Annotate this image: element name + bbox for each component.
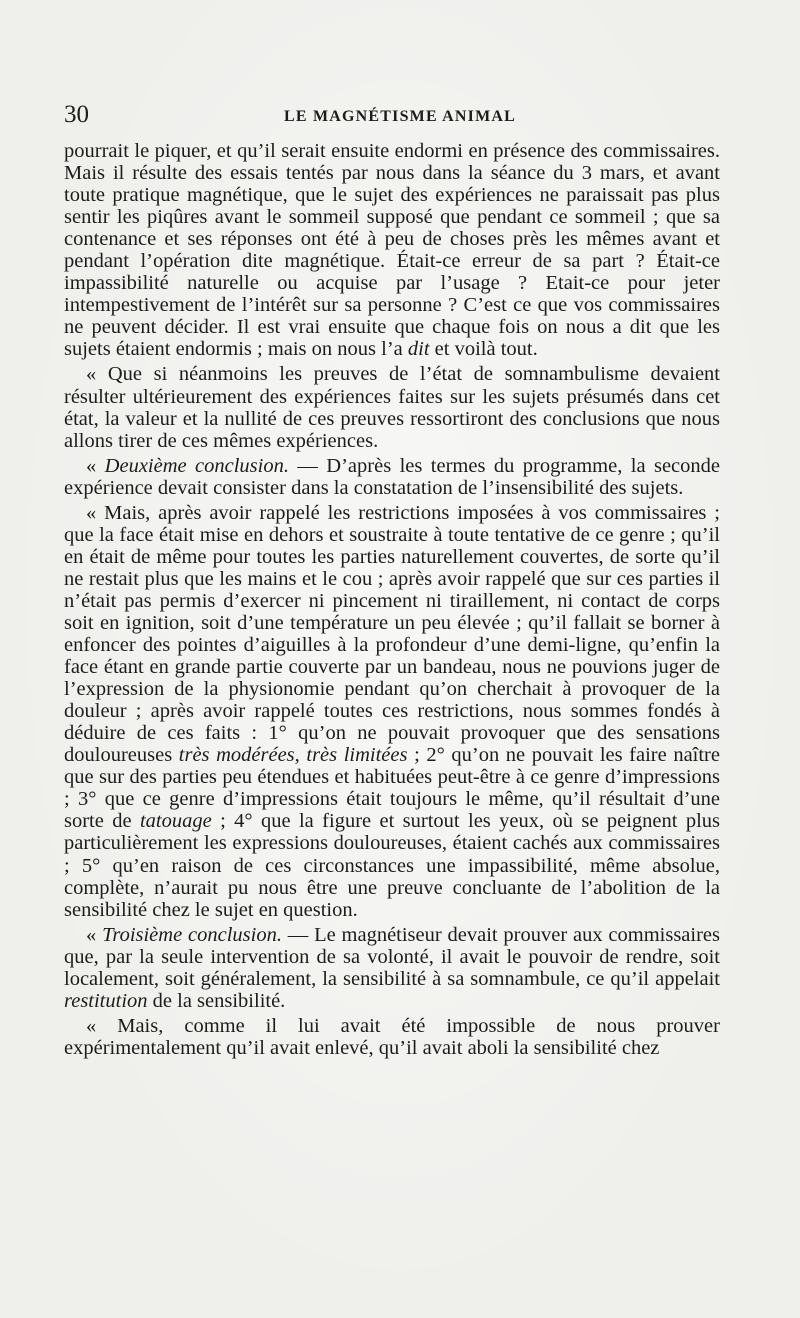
paragraph-text: « xyxy=(86,454,105,477)
italic-term: tatouage xyxy=(139,810,212,833)
paragraph-text: pourrait le piquer, et qu’il serait ensuite endormi en présence des commissaires. Mais il résulte des essais tentés par nous dans la séance du 3 mars, et avant toute pratique magnétique, que le sujet des expériences ne paraissait pas plus sentir les piqûres avant le sommeil supposé que pendant ce sommeil ; que sa contenance et ses réponses ont été à peu de choses près les mêmes avant et pendant l’opération dite magnétique. Était-ce erreur de sa part ? Était-ce impassibilité naturelle ou acquise par l’usage ? Etait-ce pour jeter intempestivement de l’intérêt sur sa personne ? C’est ce que vos commissaires ne peuvent décider. Il est vrai ensuite que chaque fois on nous a dit que les sujets étaient endormis ; mais on nous l’a xyxy=(64,140,720,361)
paragraph-text: — Le magnétiseur devait prouver aux commissaires que, par la seule intervention de sa volonté, il avait le pouvoir de rendre, soit localement, soit généralement, la sensibilité à sa somnambule, ce qu’il appelait xyxy=(64,923,721,990)
paragraph-text: et voilà tout. xyxy=(429,338,538,361)
paragraph-6 xyxy=(64,1015,720,1059)
paragraph-text: ; 4° que la figure et surtout les yeux, où se peignent plus particulièrement les expressions douloureuses, étaient cachés aux commissaires ; 5° qu’en raison de ces circonstances une impassibilité, même absolue, complète, n’aurait pu nous être une preuve concluante de l’abolition de la sensibilité chez le sujet en question. xyxy=(64,810,720,921)
text-body xyxy=(64,140,720,1062)
paragraph-text: de la sensibilité. xyxy=(147,989,286,1012)
section-heading-third-conclusion: Troisième conclusion. xyxy=(102,923,282,946)
paragraph-3 xyxy=(64,455,720,499)
paragraph-text: — D’après les termes du programme, la seconde expérience devait consister dans la constatation de l’insensibilité des sujets. xyxy=(64,454,720,499)
paragraph-text: « Mais, après avoir rappelé les restrictions imposées à vos commissaires ; que la face était mise en dehors et soustraite à toute tentative de ce genre ; qu’il en était de même pour toutes les parties naturellement couvertes, de sorte qu’il ne restait plus que les mains et le cou ; après avoir rappelé que sur ces parties il n’était pas permis d’exercer ni pincement ni tiraillement, ni contact de corps soit en ignition, soit d’une température un peu élevée ; qu’il fallait se borner à enfoncer des pointes d’aiguilles à la profondeur d’une demi-ligne, qu’enfin la face étant en grande partie couverte par un bandeau, nous ne pouvions juger de l’expression de la physionomie pendant qu’on cherchait à provoquer de la douleur ; après avoir rappelé toutes ces restrictions, nous sommes fondés à déduire de ces faits : 1° qu’on ne pouvait provoquer que des sensations douloureuses xyxy=(64,501,720,767)
page-number: 30 xyxy=(64,101,89,128)
running-head xyxy=(64,100,720,134)
running-title: LE MAGNÉTISME ANIMAL xyxy=(284,108,517,125)
paragraph-text: « Que si néanmoins les preuves de l’état de somnambulisme devaient résulter ultérieurement des expériences faites sur les sujets présumés dans cet état, la valeur et la nullité de ces preuves ressortiront des conclusions que nous allons tirer de ces mêmes expériences. xyxy=(64,363,720,452)
italic-term: restitution xyxy=(64,989,148,1012)
paragraph-text: « Mais, comme il lui avait été impossible de nous prouver expérimentalement qu’il avait enlevé, qu’il avait aboli la sensibilité chez xyxy=(64,1014,720,1059)
italic-term: très modérées, très limitées xyxy=(178,744,408,767)
paragraph-text: ; 2° qu’on ne pouvait les faire naître que sur des parties peu étendues et habituées peut-être à ce genre d’impressions ; 3° que ce genre d’impressions était toujours le même, qu’il résultait d’une sorte de xyxy=(64,744,720,833)
paragraph-text: « xyxy=(86,923,103,946)
paragraph-1 xyxy=(64,140,720,360)
section-heading-second-conclusion: Deuxième conclusion. xyxy=(104,454,289,477)
paragraph-4 xyxy=(64,502,720,921)
italic-term: dit xyxy=(407,338,430,361)
paragraph-2 xyxy=(64,363,720,451)
paragraph-5 xyxy=(64,924,720,1012)
